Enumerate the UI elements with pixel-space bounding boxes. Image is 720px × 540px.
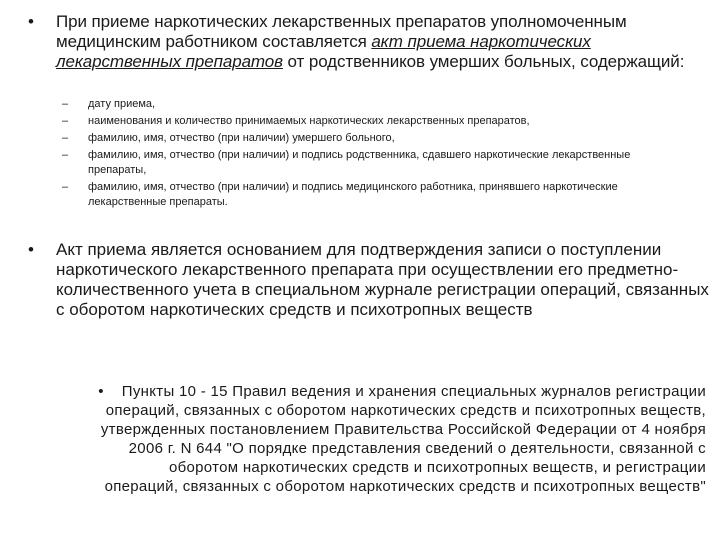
sub-list-item-text: фамилию, имя, отчество (при наличии) и подпись медицинского работника, принявшего наркотические лекарственные препараты. [88,181,618,208]
sub-list-item-text: фамилию, имя, отчество (при наличии) умершего больного, [88,132,395,144]
sub-list-item [60,97,680,112]
point-3-line: операций, связанных с оборотом наркотических средств и психотропных веществ, [105,402,706,419]
point-1-after: от родственников умерших больных, содержащий: [282,52,685,71]
point-3-line-text: Пункты 10 - 15 Правил ведения и хранения специальных журналов регистрации [121,383,706,400]
bullet-marker: • [28,12,34,31]
sub-list-item [60,131,680,146]
point-3-line: операций, связанных с оборотом наркотических средств и психотропных веществ" [104,478,706,495]
sub-list-item [60,180,680,210]
bullet-marker: • [28,240,34,259]
point-1-before: При приеме наркотических лекарственных препаратов уполномоченным медицинским работником составляется [56,12,627,51]
point-3-line [40,382,706,401]
sub-list-item-text: наименования и количество принимаемых наркотических лекарственных препаратов, [88,115,530,127]
sub-list [60,97,680,212]
sub-list-item [60,148,680,178]
bullet-marker: • [98,383,104,400]
bullet-point-3 [40,382,706,496]
dash-marker: – [62,132,69,144]
point-2-text: Акт приема является основанием для подтверждения записи о поступлении наркотического лекарственного препарата при осуществлении его предметно-количественного учета в специальном журнале регистрации операций, связанных с оборотом наркотических средств и психотропных веществ [56,240,709,319]
sub-list-item-text: фамилию, имя, отчество (при наличии) и подпись родственника, сдавшего наркотические лекарственные препараты, [88,149,631,176]
sub-list-item [60,114,680,129]
dash-marker: – [62,181,69,193]
sub-list-item-text: дату приема, [88,98,156,110]
bullet-point-2 [28,240,712,320]
dash-marker: – [62,98,69,110]
dash-marker: – [62,149,69,161]
point-3-line: утвержденных постановлением Правительства Российской Федерации от 4 ноября [100,421,706,438]
point-3-line: 2006 г. N 644 "О порядке представления сведений о деятельности, связанной с [128,440,706,457]
point-1-text [56,12,698,72]
dash-marker: – [62,115,69,127]
bullet-point-1 [28,12,698,72]
point-1-emphasis: акт приема наркотических лекарственных препаратов [56,32,591,71]
point-3-line: оборотом наркотических средств и психотропных веществ, и регистрации [168,459,706,476]
